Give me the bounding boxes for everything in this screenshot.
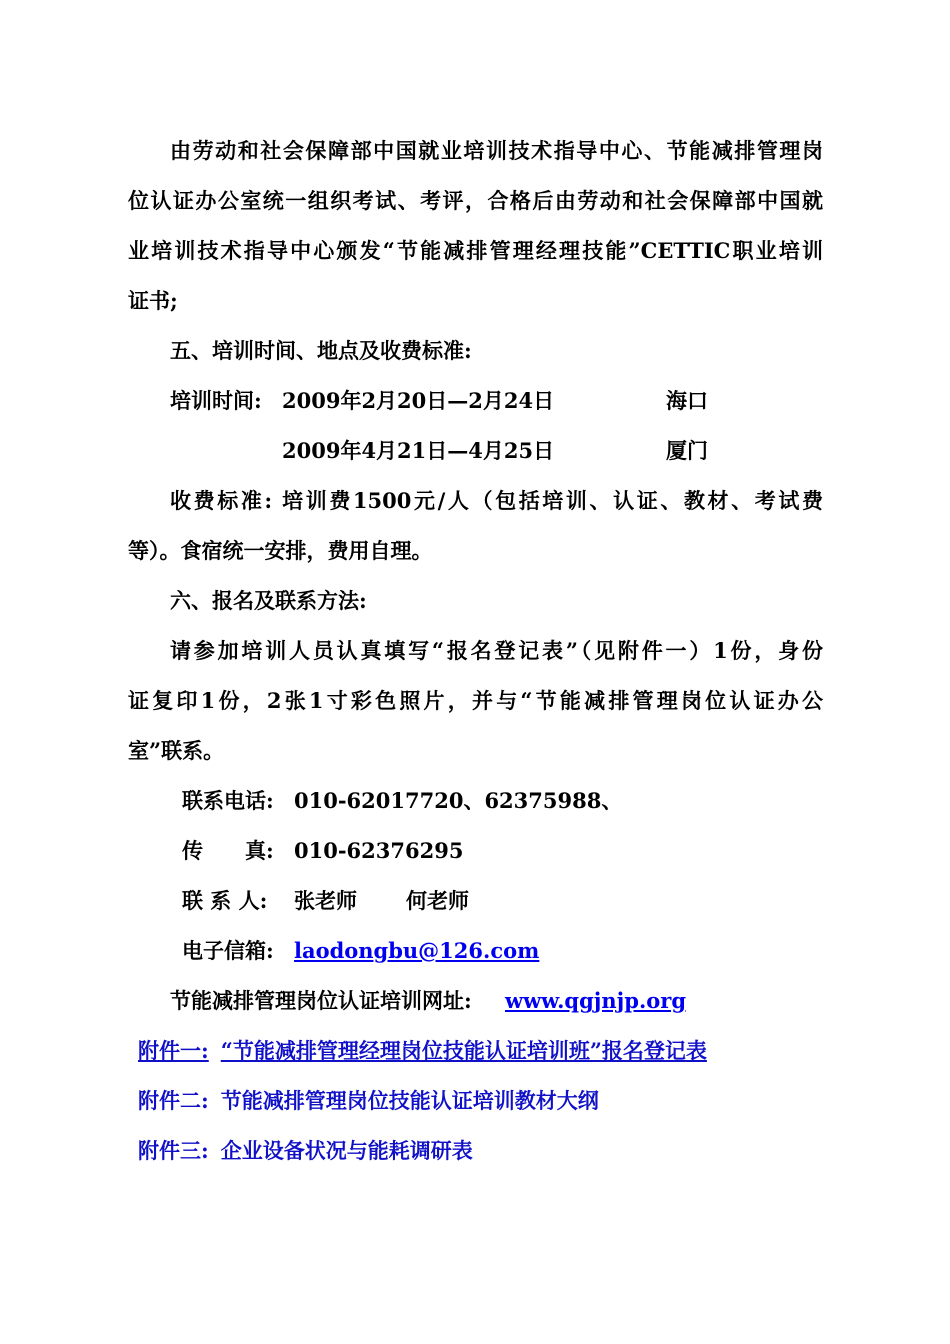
attachment-label: 附件一:: [138, 1038, 209, 1063]
paragraph-line: 由劳动和社会保障部中国就业培训技术指导中心、节能减排管理岗: [170, 138, 823, 163]
website-link[interactable]: www.qgjnjp.org: [505, 988, 687, 1013]
session-city: 海口: [666, 388, 708, 413]
session-date: 2009年4月21日—4月25日: [282, 438, 555, 463]
attachment-link[interactable]: [138, 1036, 707, 1066]
paragraph-line: 室”联系。: [128, 738, 225, 763]
paragraph-line: 请参加培训人员认真填写“报名登记表”（见附件一）1份，身份: [170, 638, 823, 663]
paragraph-line: 证书;: [128, 288, 178, 313]
attachment-title: 企业设备状况与能耗调研表: [220, 1138, 473, 1163]
phone-label: 联系电话:: [182, 788, 274, 813]
email-link[interactable]: laodongbu@126.com: [294, 938, 540, 963]
training-time-label: 培训时间:: [170, 388, 262, 413]
attachment-link[interactable]: [138, 1136, 473, 1166]
attachment-title: 节能减排管理岗位技能认证培训教材大纲: [220, 1088, 599, 1113]
fee-line: 等）。食宿统一安排，费用自理。: [128, 538, 433, 563]
section-heading: 六、报名及联系方法:: [170, 588, 367, 613]
contact-value: 张老师: [294, 888, 357, 913]
attachment-title: “节能减排管理经理岗位技能认证培训班”报名登记表: [220, 1038, 707, 1063]
paragraph-line: 证复印1份，2张1寸彩色照片，并与“节能减排管理岗位认证办公: [128, 688, 823, 713]
paragraph-line: 业培训技术指导中心颁发“节能减排管理经理技能”CETTIC职业培训: [128, 238, 823, 263]
contact-label: 联 系 人:: [182, 888, 268, 913]
fax-label: 传 真:: [182, 838, 274, 863]
paragraph-line: 位认证办公室统一组织考试、考评，合格后由劳动和社会保障部中国就: [128, 188, 823, 213]
attachment-label: 附件三:: [138, 1138, 209, 1163]
session-date: 2009年2月20日—2月24日: [282, 388, 555, 413]
email-label: 电子信箱:: [182, 938, 274, 963]
attachment-label: 附件二:: [138, 1088, 209, 1113]
section-heading: 五、培训时间、地点及收费标准:: [170, 338, 472, 363]
fax-value: 010-62376295: [294, 838, 464, 863]
phone-value: 010-62017720、62375988、: [294, 788, 623, 813]
fee-line: 收费标准: 培训费1500元/人（包括培训、认证、教材、考试费: [170, 488, 823, 513]
session-city: 厦门: [666, 438, 708, 463]
attachment-link[interactable]: [138, 1086, 599, 1116]
contact-value: 何老师: [406, 888, 469, 913]
website-label: 节能减排管理岗位认证培训网址:: [170, 988, 472, 1013]
